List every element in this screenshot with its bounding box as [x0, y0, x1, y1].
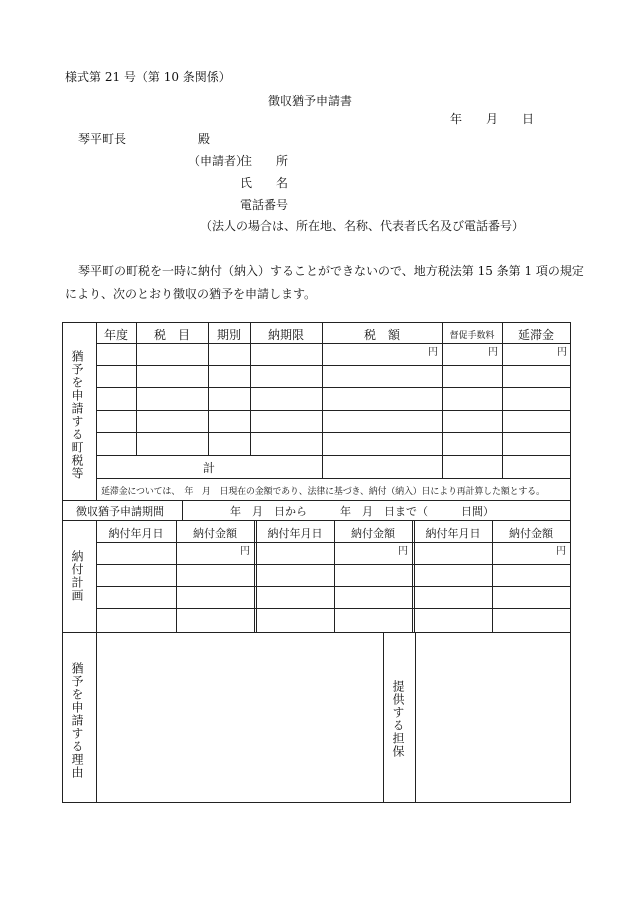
date-line[interactable]: 年 月 日 — [450, 112, 535, 126]
yen-late-fee: 円 — [557, 347, 567, 358]
addressee: 琴平町長 — [78, 132, 127, 146]
yen-tax-amount: 円 — [428, 347, 438, 358]
late-fee-note: 延滞金については、 年 月 日現在の金額であり、法律に基づき、納付（納入）日により再計算した額とする。 — [101, 487, 545, 497]
header-tax-item: 税 目 — [153, 328, 190, 342]
header-late-fee: 延滞金 — [517, 328, 554, 342]
plan-header-amount-3: 納付金額 — [509, 527, 553, 540]
period-label: 徴収猶予申請期間 — [76, 505, 164, 518]
reason-label: 猶予を申請する理由 — [70, 662, 84, 779]
plan-header-date-2: 納付年月日 — [267, 527, 323, 540]
total-label: 計 — [202, 461, 215, 475]
form-number: 様式第 21 号（第 10 条関係） — [65, 70, 231, 84]
header-dunning-fee: 督促手数料 — [449, 331, 495, 341]
security-field[interactable] — [417, 634, 569, 800]
body-line-1: 琴平町の町税を一時に納付（納入）することができないので、地方税法第 15 条第 1 項の規定 — [78, 264, 584, 278]
plan-yen-1: 円 — [240, 546, 250, 557]
address-label[interactable]: 住 所 — [240, 154, 289, 168]
period-text[interactable]: 年 月 日から 年 月 日まで（ 日間） — [230, 505, 494, 518]
phone-label[interactable]: 電話番号 — [240, 198, 289, 212]
header-tax-amount: 税 額 — [363, 328, 400, 342]
body-line-2: により、次のとおり徴収の猶予を申請します。 — [65, 287, 317, 301]
page-title: 徴収猶予申請書 — [268, 94, 353, 108]
header-year: 年度 — [103, 328, 128, 342]
plan-header-amount-1: 納付金額 — [193, 527, 237, 540]
header-period: 期別 — [216, 328, 241, 342]
applicant-label: （申請者） — [188, 154, 249, 168]
plan-header-date-3: 納付年月日 — [425, 527, 481, 540]
tax-side-label: 猶予を申請する町税等 — [70, 350, 84, 480]
name-label[interactable]: 氏 名 — [240, 176, 289, 190]
header-due-date: 納期限 — [267, 328, 304, 342]
yen-dunning-fee: 円 — [488, 347, 498, 358]
honorific: 殿 — [198, 132, 211, 146]
plan-header-date-1: 納付年月日 — [108, 527, 164, 540]
reason-field[interactable] — [98, 634, 382, 800]
security-label: 提供する担保 — [391, 680, 405, 758]
plan-side-label: 納付計画 — [70, 550, 84, 602]
plan-yen-2: 円 — [398, 546, 408, 557]
plan-yen-3: 円 — [556, 546, 566, 557]
corporate-note: （法人の場合は、所在地、名称、代表者氏名及び電話番号） — [200, 219, 525, 233]
plan-header-amount-2: 納付金額 — [351, 527, 395, 540]
